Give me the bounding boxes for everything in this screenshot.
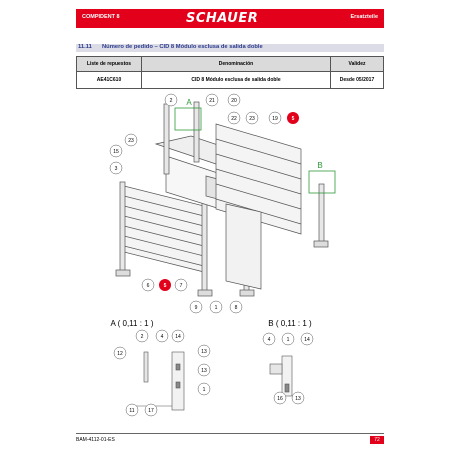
svg-text:12: 12 [117, 351, 123, 357]
callout [110, 145, 122, 157]
exploded-assembly-drawing [76, 84, 384, 429]
detail-a-title: A ( 0,11 : 1 ) [110, 319, 154, 328]
callout [198, 345, 210, 357]
product-name: COMPIDENT 8 [82, 14, 120, 20]
callout [172, 330, 184, 342]
column-header: Liste de repuestos [77, 57, 142, 72]
detail-a-callouts [114, 330, 210, 416]
column-header: Denominación [142, 57, 331, 72]
detail-b-drawing [270, 356, 292, 396]
callout [190, 301, 202, 313]
validity-cell: Desde 05/2017 [331, 72, 384, 89]
svg-text:11: 11 [129, 408, 135, 414]
callout [246, 112, 258, 124]
callout [282, 333, 294, 345]
svg-text:2: 2 [169, 98, 173, 104]
callout [263, 333, 275, 345]
callout [228, 94, 240, 106]
svg-text:17: 17 [148, 408, 154, 414]
callout [165, 94, 177, 106]
svg-text:2: 2 [140, 334, 144, 340]
document-code: BAM-4112-01-ES [76, 437, 115, 443]
assembly-frame [116, 102, 328, 296]
footer-divider [76, 433, 384, 434]
detail-marker-a: A [186, 98, 192, 107]
svg-text:1: 1 [202, 387, 206, 393]
section-title: Número de pedido – CID 8 Módulo esclusa de salida doble [102, 44, 263, 50]
svg-text:7: 7 [179, 283, 183, 289]
detail-marker-b: B [317, 161, 323, 170]
callout-highlighted [159, 279, 171, 291]
svg-text:22: 22 [231, 116, 237, 122]
callout [175, 279, 187, 291]
svg-text:16: 16 [277, 396, 283, 402]
callout [228, 112, 240, 124]
callout [292, 392, 304, 404]
denomination-cell: CID 8 Módulo esclusa de salida doble [142, 72, 331, 89]
column-header: Validez [331, 57, 384, 72]
svg-text:14: 14 [175, 334, 181, 340]
callout [142, 279, 154, 291]
section-number: 11.11 [78, 44, 92, 50]
svg-text:19: 19 [272, 116, 278, 122]
svg-text:5: 5 [291, 116, 295, 122]
callout [301, 333, 313, 345]
callout [136, 330, 148, 342]
svg-text:5: 5 [163, 283, 167, 289]
brand-logo: SCHAUER [186, 11, 259, 26]
svg-text:3: 3 [114, 166, 118, 172]
svg-text:23: 23 [249, 116, 255, 122]
svg-text:9: 9 [194, 305, 198, 311]
svg-text:8: 8 [234, 305, 238, 311]
callout [198, 383, 210, 395]
svg-text:20: 20 [231, 98, 237, 104]
callout-highlighted [287, 112, 299, 124]
svg-text:13: 13 [201, 368, 207, 374]
svg-text:23: 23 [128, 138, 134, 144]
svg-text:4: 4 [267, 337, 271, 343]
svg-text:4: 4 [160, 334, 164, 340]
svg-text:14: 14 [304, 337, 310, 343]
svg-text:13: 13 [201, 349, 207, 355]
page-number: 72 [370, 436, 384, 444]
svg-text:21: 21 [209, 98, 215, 104]
svg-text:1: 1 [214, 305, 218, 311]
callout [198, 364, 210, 376]
callout [210, 301, 222, 313]
callout [156, 330, 168, 342]
detail-b-title: B ( 0,11 : 1 ) [268, 319, 312, 328]
part-number-cell: AE41C610 [77, 72, 142, 89]
section-heading [76, 44, 384, 52]
svg-text:13: 13 [295, 396, 301, 402]
callout [110, 162, 122, 174]
callout [125, 134, 137, 146]
svg-text:15: 15 [113, 149, 119, 155]
callout [269, 112, 281, 124]
detail-a-drawing [136, 352, 184, 410]
callout [230, 301, 242, 313]
callout [114, 347, 126, 359]
svg-text:1: 1 [286, 337, 290, 343]
callout [274, 392, 286, 404]
callout [126, 404, 138, 416]
document-type: Ersatzteile [350, 14, 378, 20]
table-header-row [77, 57, 384, 72]
callout [145, 404, 157, 416]
callout [206, 94, 218, 106]
page-header [76, 9, 384, 28]
svg-text:6: 6 [146, 283, 150, 289]
